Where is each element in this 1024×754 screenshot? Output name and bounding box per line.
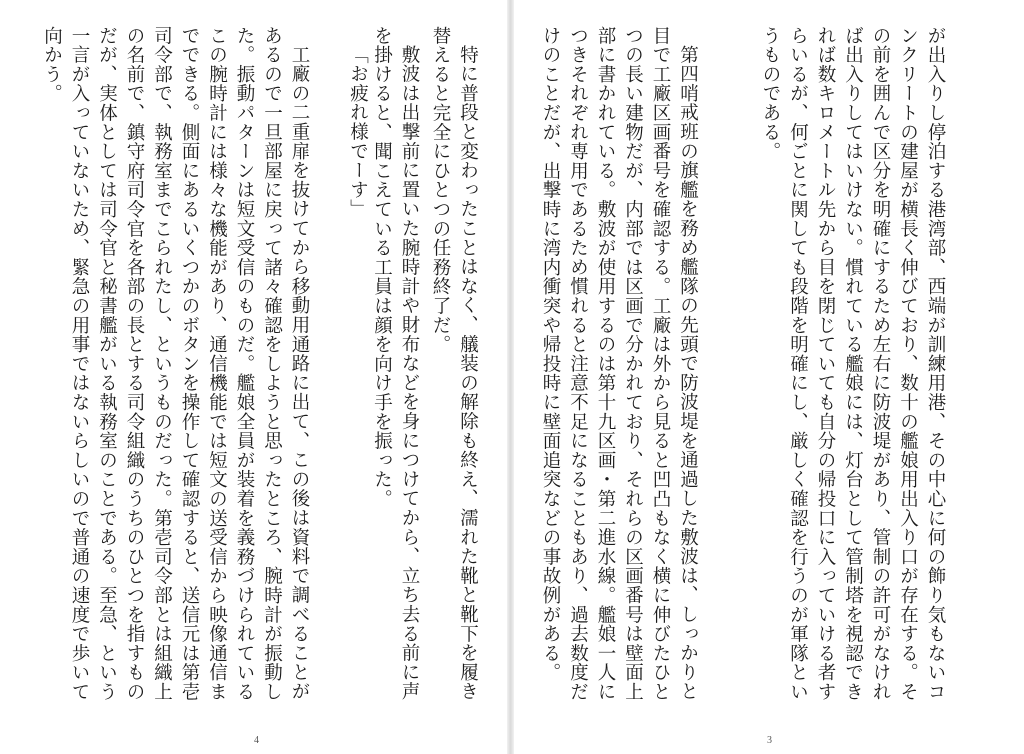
paragraph: が出入りし停泊する港湾部、西端が訓練用港、その中心に何の飾り気もないコンクリートの建屋が横長く伸びており、数十の艦娘用出入り口が存在する。その前を囲んで区分を明確にするため左右に防波堤があり、管制の許可がなければ出入りしてはいけない。慣れている艦娘には、灯台として管制塔を視認できれば数キロメートル先から目を閉じていても自分の帰投口に入っていける者すらいるが、何ごとに関しても段階を明確にし、厳しく確認を行うのが軍隊というものである。 xyxy=(760,26,946,702)
paragraph: 第四哨戒班の旗艦を務め艦隊の先頭で防波堤を通過した敷波は、しっかりと目で工廠区画番号を確認する。工廠は外から見ると凹凸もなく横に伸びたひとつの長い建物だが、内部では区画で分かれており、それらの区画番号は壁面上部に書かれている。敷波が使用するのは第十九区画・第二進水線。艦娘一人につきそれぞれ専用であるため慣れると注意不足になることもあり、過去数度だけのことだが、出撃時に湾内衝突や帰投時に壁面追突などの事故例がある。 xyxy=(540,26,699,702)
paragraph: 工廠の二重扉を抜けてから移動用通路に出て、この後は資料で調べることがあるので一旦部屋に戻って諸々確認をしようと思ったところ、腕時計が振動した。振動パターンは短文受信のものだ。艦娘全員が装着を義務づけられているこの腕時計には様々な機能があり、通信機能では短文の送受信から映像通信までできる。側面にあるいくつかのボタンを操作して確認すると、送信元は第壱司令部で、執務室までこられたし、というものだった。第壱司令部とは組織上の名前で、鎮守府司令官を各部の長とする司令組織のうちのひとつを指すものだが、実体としては司令官と秘書艦がいる執務室のことである。至急、という一言が入っていないため、緊急の用事ではないらしいので普通の速度で歩いて向かう。 xyxy=(41,26,310,702)
paragraph: 特に普段と変わったことはなく、艤装の解除も終え、濡れた靴と靴下を履き替えると完全にひとつの任務終了だ。 xyxy=(430,26,479,701)
page-number: 4 xyxy=(254,735,259,746)
paragraph: 敷波は出撃前に置いた腕時計や財布などを身につけてから、立ち去る前に声を掛けると、聞こえている工員は顔を向け手を振った。 xyxy=(371,26,420,701)
dialogue-line: 「お疲れ様でーす」 xyxy=(347,44,369,219)
page-number: 3 xyxy=(767,735,772,746)
